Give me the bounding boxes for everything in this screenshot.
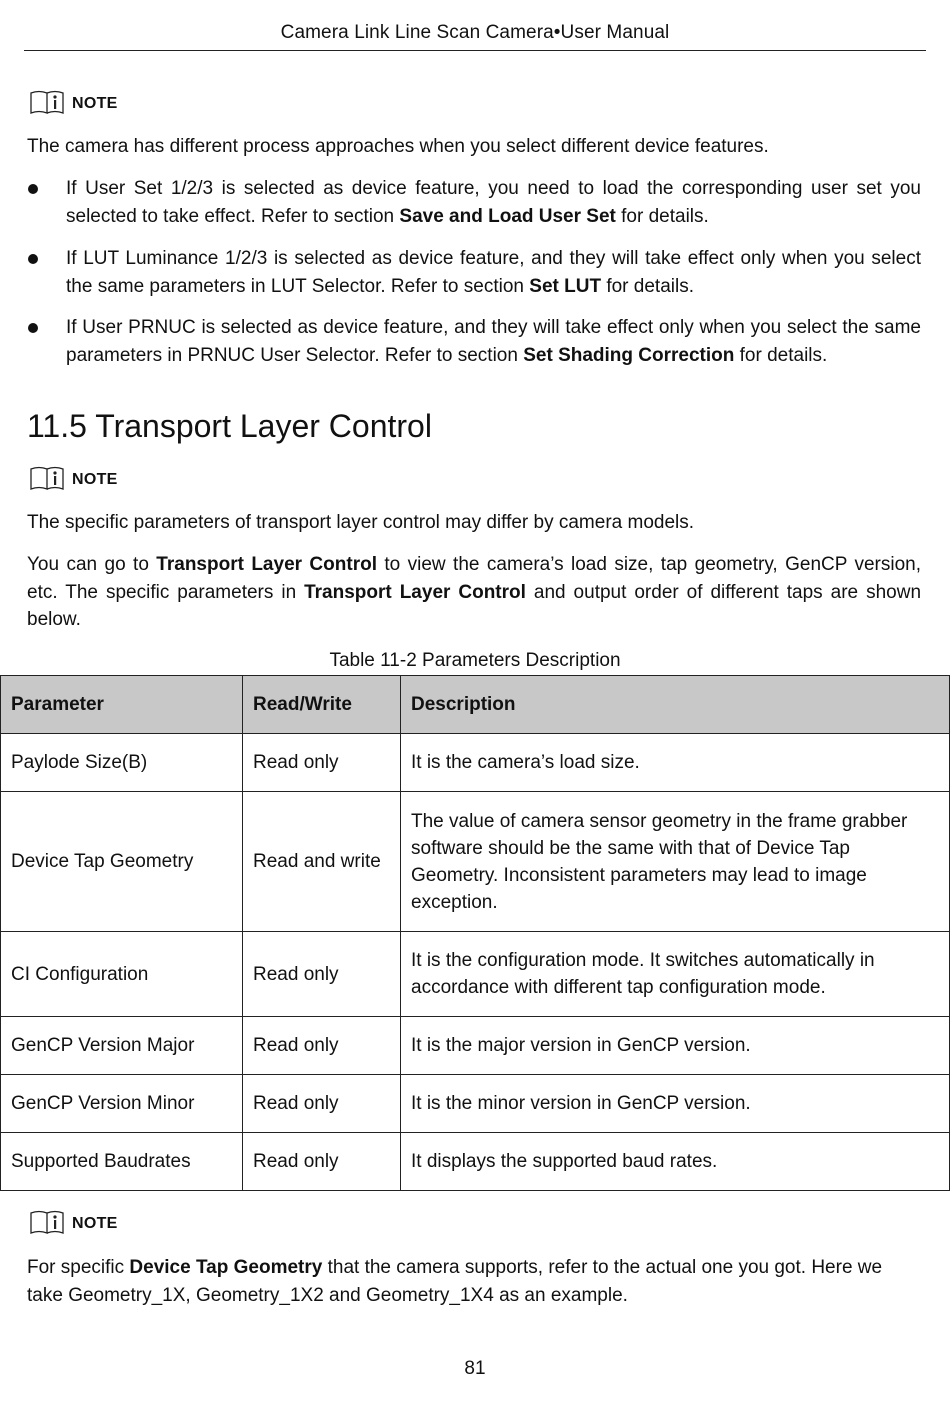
table-row: [1, 1133, 950, 1191]
table-cell: GenCP Version Minor: [1, 1075, 243, 1133]
note-text: The specific parameters of transport layer control may differ by camera models.: [27, 512, 695, 533]
table-cell: Read only: [243, 1017, 401, 1075]
section-body: You can go to Transport Layer Control to view the camera’s load size, tap geometry, GenCP version, etc. The specific parameters in Transport Layer Control and output order of different taps are shown below.: [27, 554, 922, 630]
column-header: Read/Write: [243, 676, 401, 734]
parameters-table: [0, 675, 950, 1191]
table-header-row: [1, 676, 950, 734]
table-row: [1, 792, 950, 932]
table-row: [1, 734, 950, 792]
bullet-icon: [28, 323, 38, 333]
table-cell: Read only: [243, 1133, 401, 1191]
table-row: [1, 1017, 950, 1075]
table-row: [1, 1075, 950, 1133]
table-cell: It is the minor version in GenCP version.: [401, 1075, 950, 1133]
table-cell: GenCP Version Major: [1, 1017, 243, 1075]
bullet-icon: [28, 184, 38, 194]
page-header: Camera Link Line Scan Camera•User Manual: [280, 22, 670, 43]
bullet-icon: [28, 254, 38, 264]
table-cell: Read only: [243, 932, 401, 1017]
note-text: For specific Device Tap Geometry that the camera supports, refer to the actual one you got. Here we take Geometry_1X, Geometry_1X2 and Geometry_1X4 as an example.: [27, 1257, 883, 1306]
table-cell: Read only: [243, 734, 401, 792]
table-cell: The value of camera sensor geometry in the frame grabber software should be the same with that of Device Tap Geometry. Inconsistent parameters may lead to image exception.: [401, 792, 950, 932]
table-cell: Paylode Size(B): [1, 734, 243, 792]
column-header: Description: [401, 676, 950, 734]
table-cell: It is the major version in GenCP version.: [401, 1017, 950, 1075]
note-block: [29, 86, 118, 114]
note-intro: The camera has different process approaches when you select different device features.: [27, 136, 769, 157]
note-book-icon: [29, 464, 65, 490]
table-cell: Read only: [243, 1075, 401, 1133]
table-cell: Device Tap Geometry: [1, 792, 243, 932]
table-cell: It is the camera’s load size.: [401, 734, 950, 792]
bullet-item: If LUT Luminance 1/2/3 is selected as device feature, and they will take effect only when you select the same parameters in LUT Selector. Refer to section Set LUT for details.: [66, 248, 921, 297]
table-cell: It is the configuration mode. It switches automatically in accordance with different tap configuration mode.: [401, 932, 950, 1017]
note-block: [29, 1206, 118, 1234]
note-label: NOTE: [72, 471, 118, 488]
note-label: NOTE: [72, 1215, 118, 1232]
bullet-item: If User PRNUC is selected as device feature, and they will take effect only when you select the same parameters in PRNUC User Selector. Refer to section Set Shading Correction for details.: [66, 317, 921, 366]
note-book-icon: [29, 1208, 65, 1234]
section-heading: 11.5 Transport Layer Control: [27, 408, 432, 444]
column-header: Parameter: [1, 676, 243, 734]
bullet-item: If User Set 1/2/3 is selected as device feature, you need to load the corresponding user set you selected to take effect. Refer to section Save and Load User Set for details.: [66, 178, 921, 227]
header-divider: [24, 50, 926, 51]
table-cell: It displays the supported baud rates.: [401, 1133, 950, 1191]
note-block: [29, 462, 118, 490]
note-book-icon: [29, 88, 65, 114]
table-cell: CI Configuration: [1, 932, 243, 1017]
table-row: [1, 932, 950, 1017]
note-label: NOTE: [72, 95, 118, 112]
page-number: 81: [464, 1358, 486, 1379]
table-caption: Table 11-2 Parameters Description: [329, 650, 621, 671]
table-cell: Supported Baudrates: [1, 1133, 243, 1191]
table-cell: Read and write: [243, 792, 401, 932]
